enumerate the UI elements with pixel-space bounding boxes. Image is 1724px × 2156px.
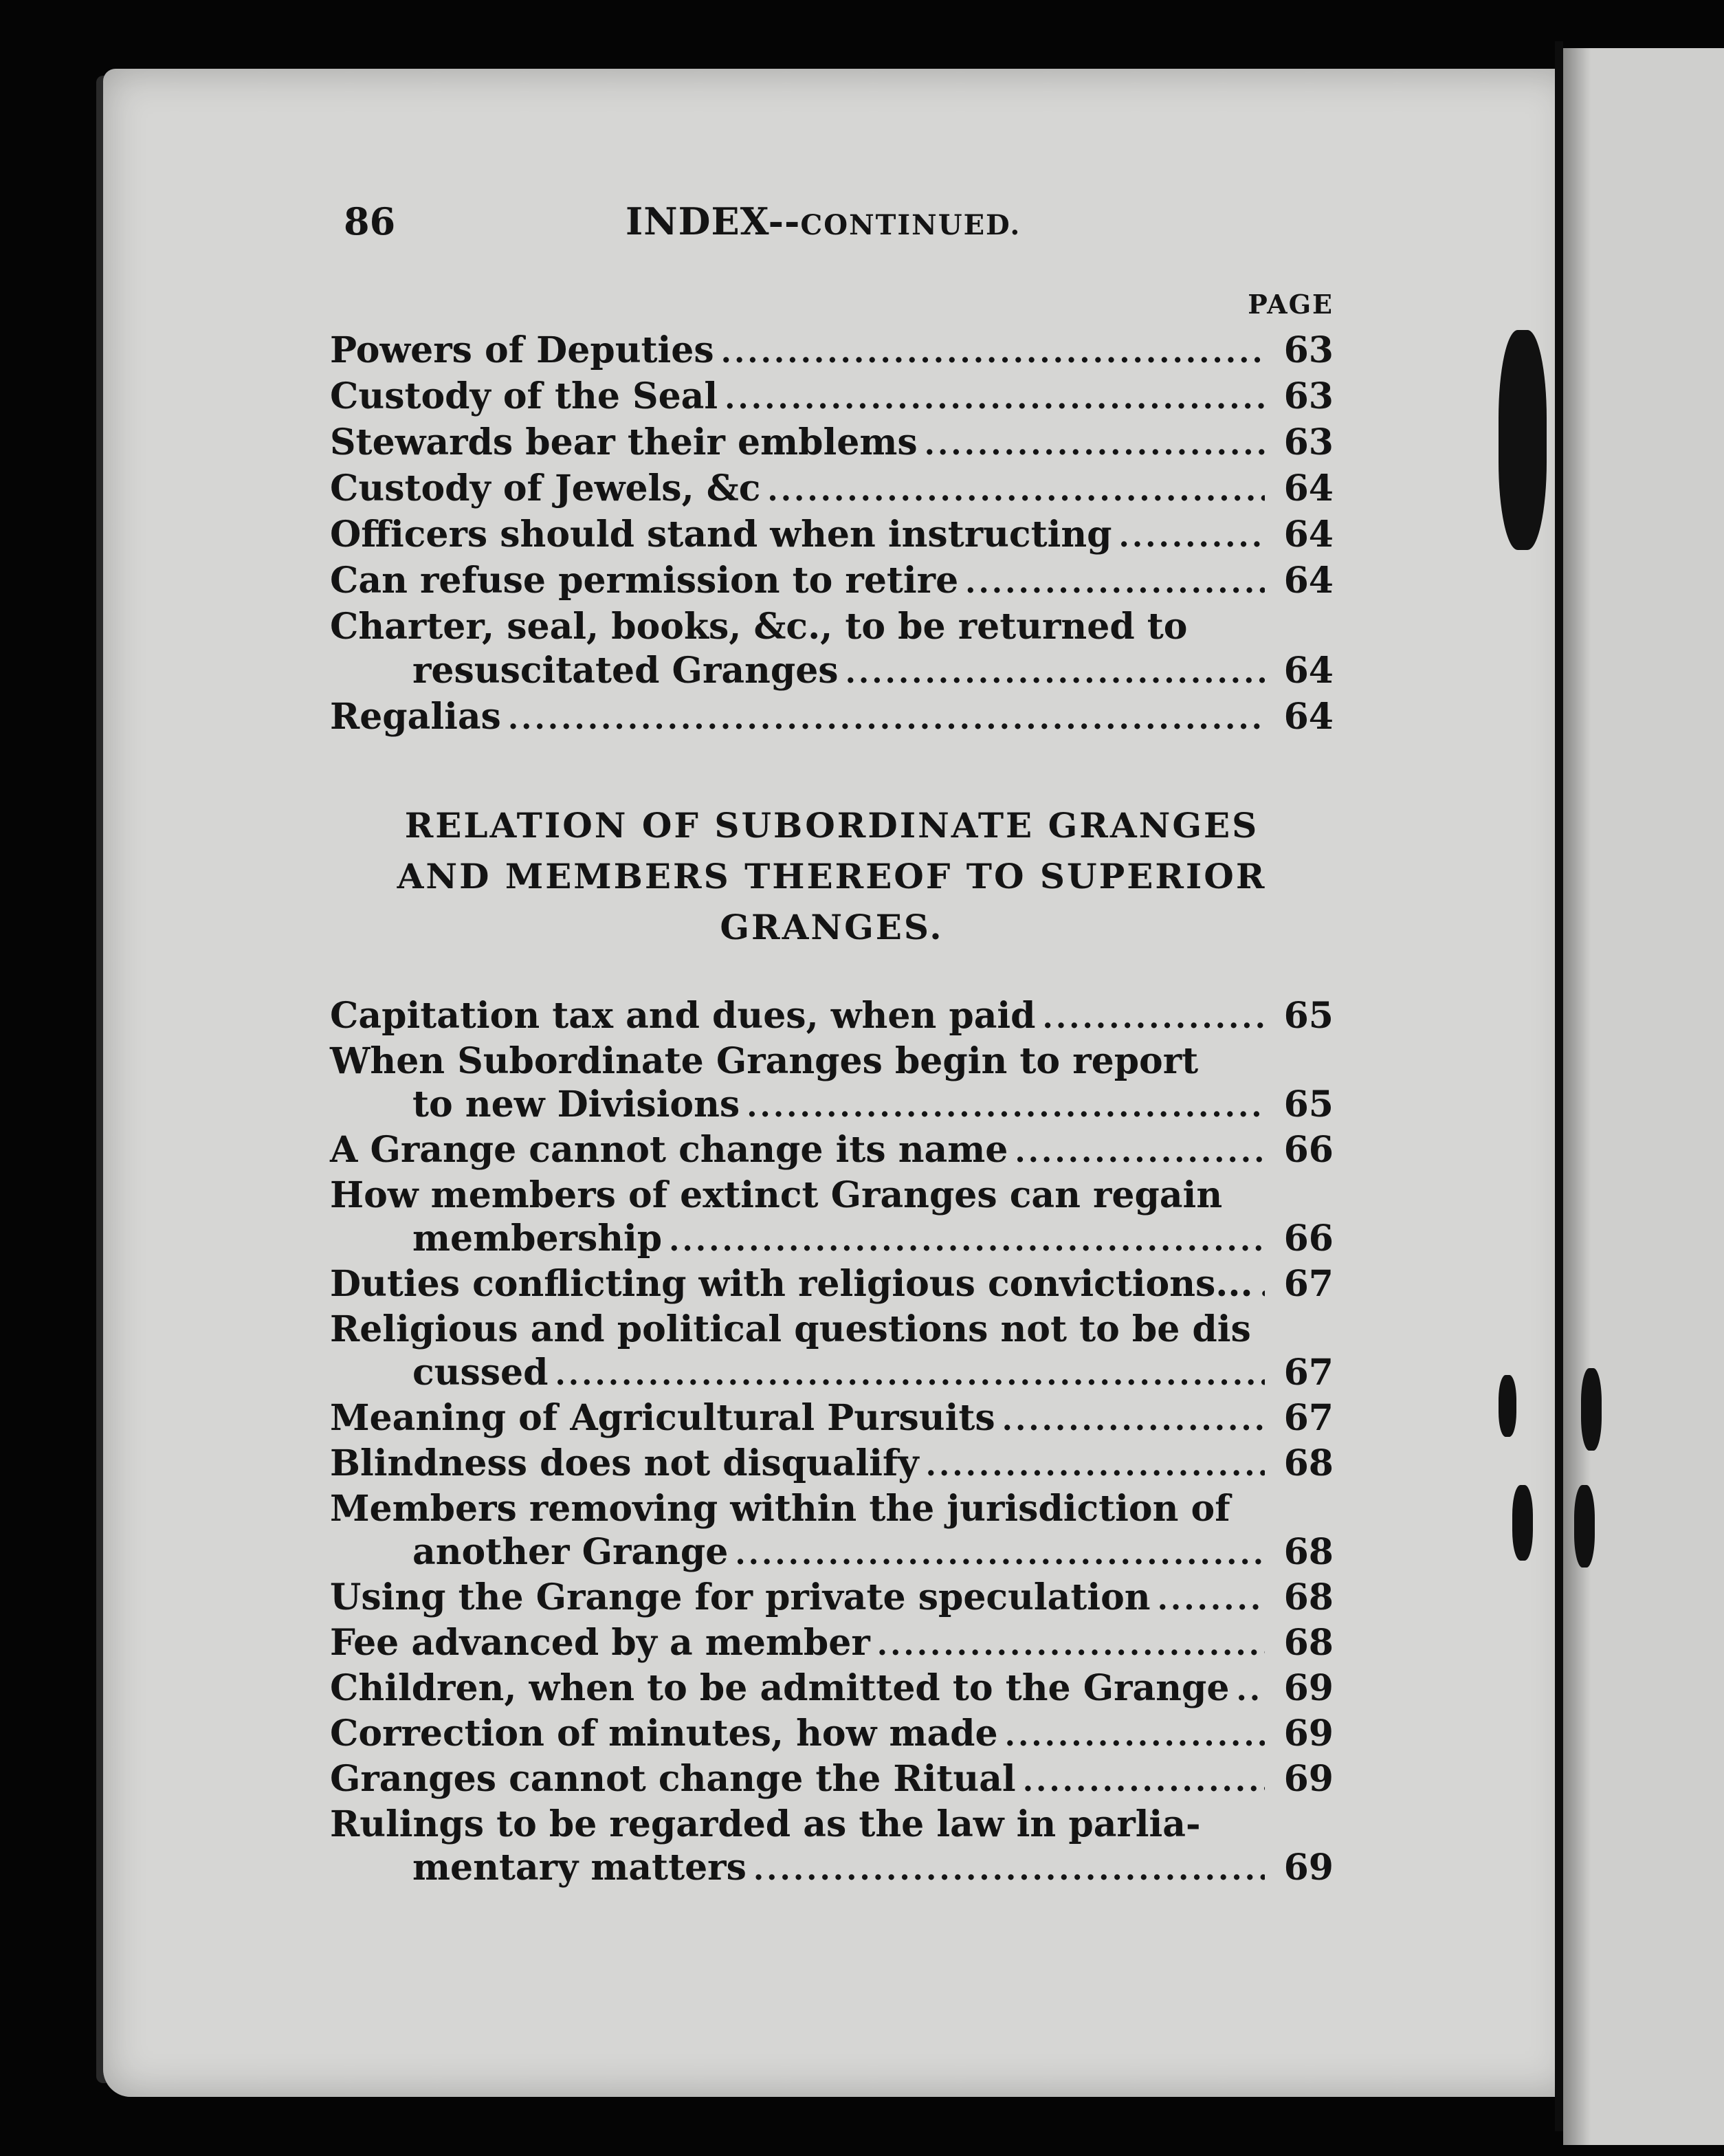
index-entry bbox=[330, 1757, 1334, 1803]
index-entry bbox=[330, 1621, 1334, 1666]
section-heading-line: GRANGES. bbox=[720, 907, 944, 947]
entry-text-line1: When Subordinate Granges begin to report bbox=[330, 1040, 1199, 1082]
entry-page: 64 bbox=[1283, 560, 1334, 602]
entry-page: 68 bbox=[1283, 1442, 1334, 1484]
entry-page: 69 bbox=[1283, 1758, 1334, 1800]
entry-text: A Grange cannot change its name bbox=[330, 1129, 1008, 1171]
ink-blot bbox=[1512, 1485, 1533, 1561]
entry-page: 68 bbox=[1283, 1531, 1334, 1573]
section-heading-line: AND MEMBERS THEREOF TO SUPERIOR bbox=[397, 856, 1267, 896]
section-heading-line: RELATION OF SUBORDINATE GRANGES bbox=[404, 805, 1259, 846]
dot-leader bbox=[1002, 1396, 1265, 1442]
index-entry bbox=[330, 513, 1334, 559]
dot-leader bbox=[846, 649, 1265, 695]
ink-blot bbox=[1574, 1485, 1595, 1568]
entry-text: Fee advanced by a member bbox=[330, 1622, 870, 1664]
entry-page: 69 bbox=[1283, 1713, 1334, 1754]
index-entry bbox=[330, 695, 1334, 741]
entry-page: 63 bbox=[1283, 421, 1334, 463]
running-title-main: INDEX-- bbox=[626, 199, 801, 243]
index-entry bbox=[330, 1396, 1334, 1442]
dot-leader bbox=[1119, 513, 1265, 559]
entry-text: Blindness does not disqualify bbox=[330, 1442, 919, 1484]
entry-text: Officers should stand when instructing bbox=[330, 514, 1112, 556]
page-number: 86 bbox=[344, 199, 396, 243]
index-entry bbox=[330, 329, 1334, 375]
entry-page: 68 bbox=[1283, 1622, 1334, 1664]
dot-leader bbox=[877, 1621, 1265, 1666]
entry-text: Can refuse permission to retire bbox=[330, 560, 959, 602]
entry-text-line1: Charter, seal, books, &c., to be returned to bbox=[330, 606, 1188, 648]
facing-page-shadow bbox=[1563, 48, 1591, 2145]
entry-text-line2: mentary matters bbox=[412, 1847, 747, 1889]
index-content bbox=[330, 199, 1334, 1891]
entry-page: 69 bbox=[1283, 1667, 1334, 1709]
dot-leader bbox=[767, 467, 1265, 513]
ink-blot bbox=[1581, 1368, 1602, 1451]
entry-text: Duties conflicting with religious convictions... bbox=[330, 1263, 1253, 1305]
entry-text-line2: another Grange bbox=[412, 1531, 729, 1573]
ink-blot bbox=[1499, 1375, 1516, 1437]
entry-text: Using the Grange for private speculation bbox=[330, 1576, 1151, 1618]
entry-page: 68 bbox=[1283, 1576, 1334, 1618]
running-header bbox=[330, 199, 1334, 261]
entry-text: Granges cannot change the Ritual bbox=[330, 1758, 1016, 1800]
entry-page: 64 bbox=[1283, 468, 1334, 509]
index-entry bbox=[330, 1040, 1334, 1128]
running-title bbox=[626, 199, 1021, 243]
dot-leader bbox=[508, 695, 1265, 741]
dot-leader bbox=[735, 1530, 1265, 1576]
index-entry bbox=[330, 559, 1334, 605]
entry-text: Correction of minutes, how made bbox=[330, 1713, 998, 1754]
index-entry bbox=[330, 1487, 1334, 1576]
dot-leader bbox=[747, 1083, 1265, 1128]
entry-page: 67 bbox=[1283, 1263, 1334, 1305]
index-entry bbox=[330, 1128, 1334, 1174]
index-entry bbox=[330, 1666, 1334, 1712]
dot-leader bbox=[925, 421, 1265, 467]
index-section-1 bbox=[330, 329, 1334, 741]
index-section-2 bbox=[330, 994, 1334, 1891]
dot-leader bbox=[1260, 1262, 1265, 1308]
entry-page: 66 bbox=[1283, 1218, 1334, 1260]
dot-leader bbox=[725, 375, 1265, 421]
index-entry bbox=[330, 1576, 1334, 1621]
dot-leader bbox=[926, 1442, 1265, 1487]
dot-leader bbox=[555, 1351, 1265, 1396]
dot-leader bbox=[1043, 994, 1265, 1040]
index-entry bbox=[330, 467, 1334, 513]
entry-page: 65 bbox=[1283, 1084, 1334, 1125]
dot-leader bbox=[1023, 1757, 1265, 1803]
entry-text-line2: cussed bbox=[412, 1352, 549, 1394]
entry-text-line1: Members removing within the jurisdiction of bbox=[330, 1488, 1230, 1530]
dot-leader bbox=[1236, 1666, 1265, 1712]
entry-text: Custody of Jewels, &c bbox=[330, 468, 761, 509]
index-entry bbox=[330, 1442, 1334, 1487]
entry-page: 63 bbox=[1283, 329, 1334, 371]
entry-text-line2: to new Divisions bbox=[412, 1084, 740, 1125]
index-entry bbox=[330, 421, 1334, 467]
entry-page: 65 bbox=[1283, 995, 1334, 1037]
entry-text: Stewards bear their emblems bbox=[330, 421, 918, 463]
index-entry bbox=[330, 375, 1334, 421]
dot-leader bbox=[753, 1846, 1265, 1891]
entry-page: 66 bbox=[1283, 1129, 1334, 1171]
page-column-label: PAGE bbox=[1248, 289, 1334, 320]
index-entry bbox=[330, 1174, 1334, 1262]
entry-text: Regalias bbox=[330, 696, 501, 738]
entry-text-line2: membership bbox=[412, 1218, 663, 1260]
entry-page: 64 bbox=[1283, 514, 1334, 556]
index-entry bbox=[330, 605, 1334, 695]
entry-text: Meaning of Agricultural Pursuits bbox=[330, 1397, 995, 1439]
entry-text-line1: Religious and political questions not to be dis bbox=[330, 1308, 1251, 1350]
entry-text: Powers of Deputies bbox=[330, 329, 714, 371]
dot-leader bbox=[721, 329, 1265, 375]
ink-blot bbox=[1499, 330, 1547, 550]
index-entry bbox=[330, 1712, 1334, 1757]
dot-leader bbox=[1015, 1128, 1265, 1174]
dot-leader bbox=[965, 559, 1265, 605]
entry-text: Children, when to be admitted to the Grange bbox=[330, 1667, 1230, 1709]
entry-text: Capitation tax and dues, when paid bbox=[330, 995, 1036, 1037]
entry-text-line1: How members of extinct Granges can regain bbox=[330, 1174, 1223, 1216]
dot-leader bbox=[1005, 1712, 1265, 1757]
section-heading bbox=[330, 800, 1334, 953]
entry-text-line2: resuscitated Granges bbox=[412, 650, 839, 692]
entry-text-line1: Rulings to be regarded as the law in parlia- bbox=[330, 1803, 1201, 1845]
entry-page: 63 bbox=[1283, 375, 1334, 417]
entry-page: 69 bbox=[1283, 1847, 1334, 1889]
running-title-continued: CONTINUED. bbox=[800, 209, 1021, 241]
page-gutter bbox=[1555, 41, 1563, 2131]
entry-page: 64 bbox=[1283, 696, 1334, 738]
index-entry bbox=[330, 1262, 1334, 1308]
index-entry bbox=[330, 1308, 1334, 1396]
dot-leader bbox=[1158, 1576, 1265, 1621]
entry-page: 67 bbox=[1283, 1352, 1334, 1394]
entry-text: Custody of the Seal bbox=[330, 375, 718, 417]
entry-page: 67 bbox=[1283, 1397, 1334, 1439]
dot-leader bbox=[669, 1217, 1265, 1262]
index-entry bbox=[330, 1803, 1334, 1891]
index-entry bbox=[330, 994, 1334, 1040]
entry-page: 64 bbox=[1283, 650, 1334, 692]
